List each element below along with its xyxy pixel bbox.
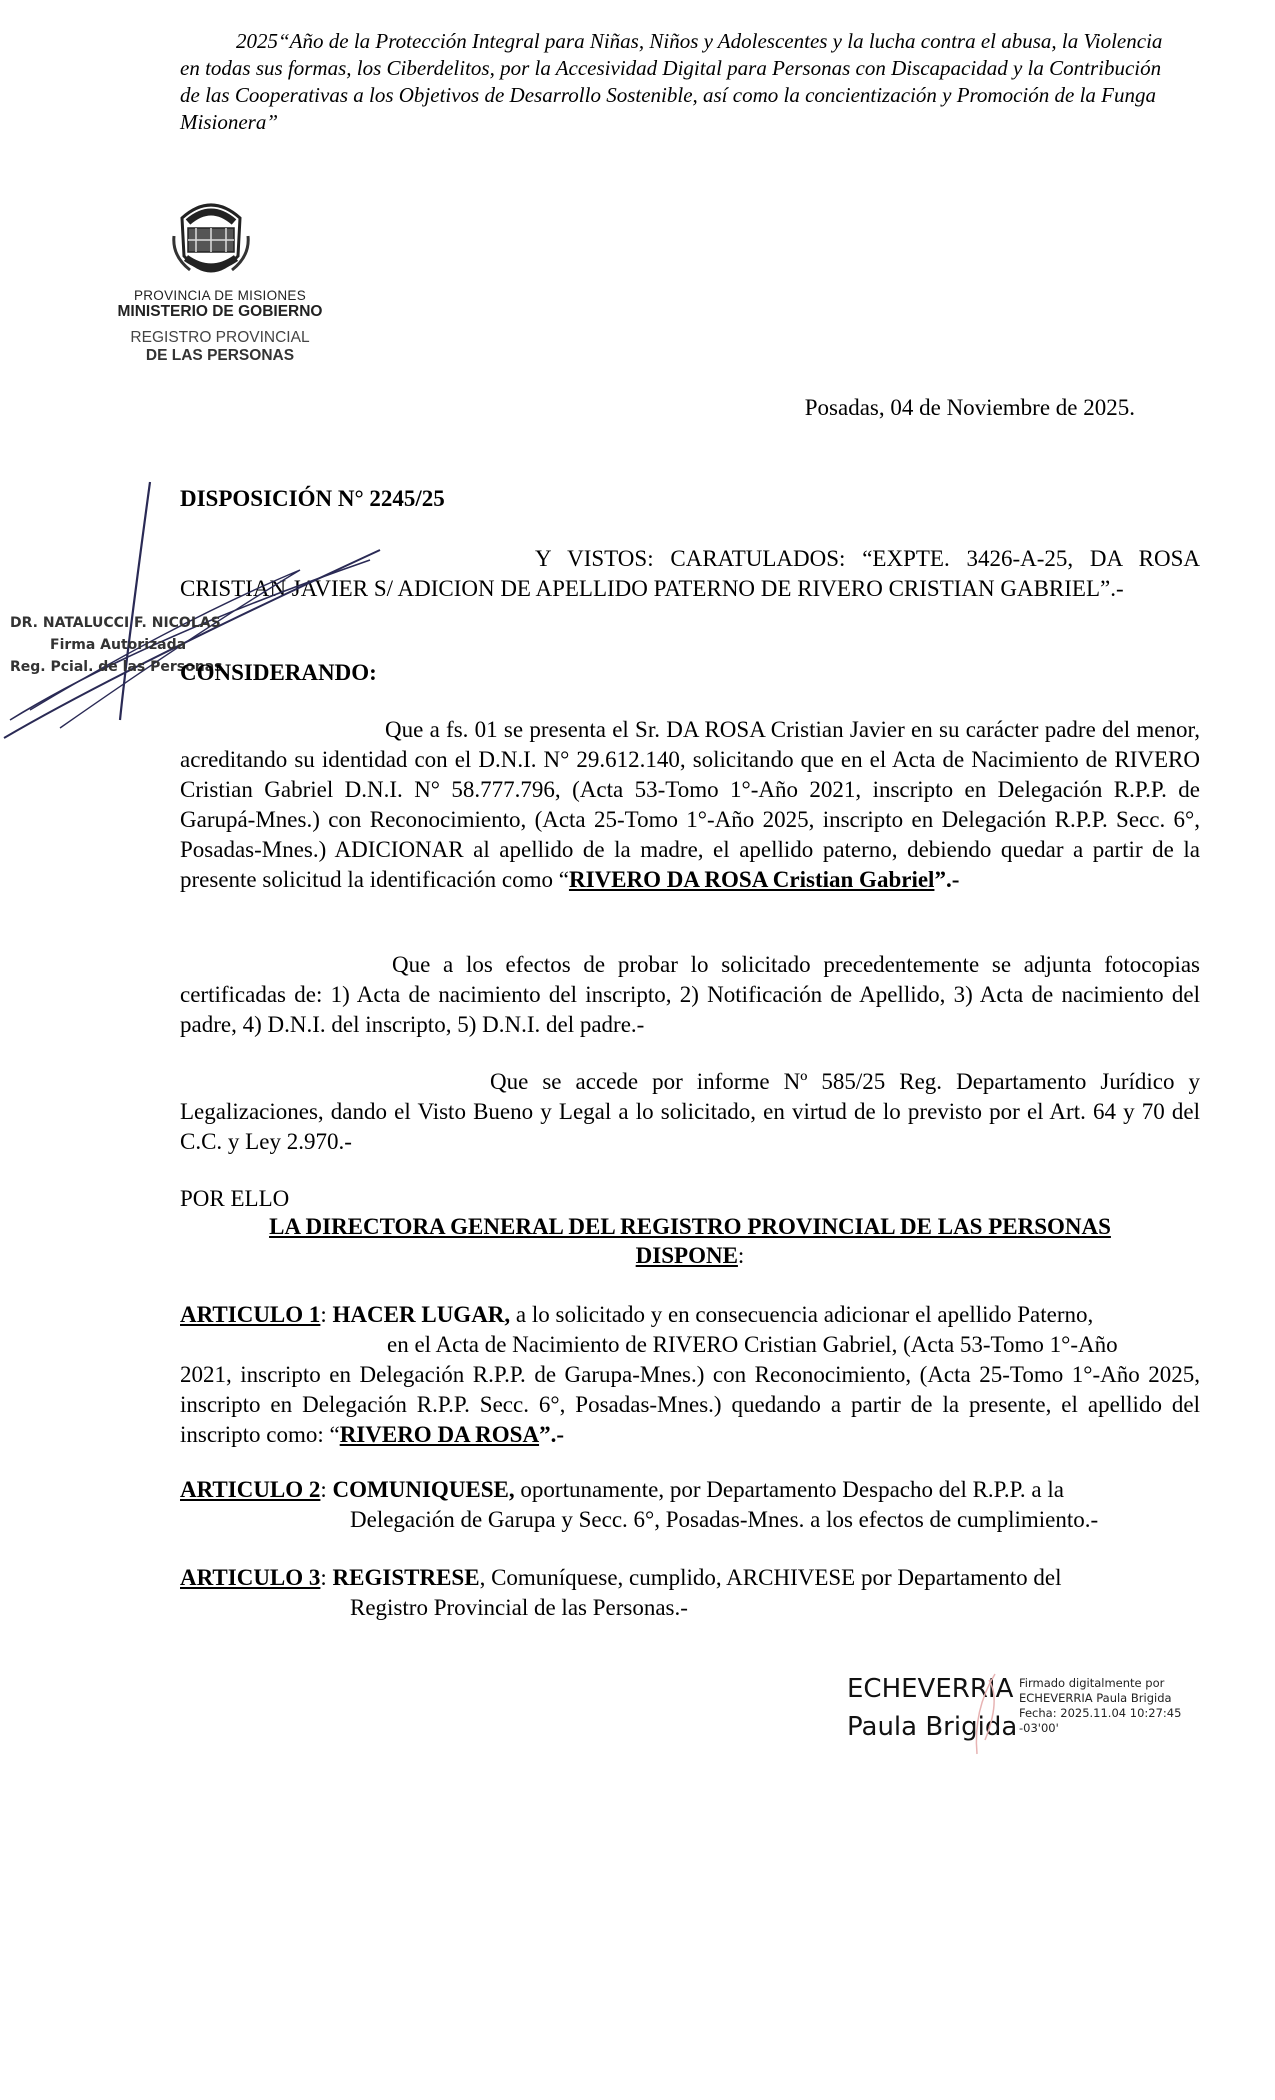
resulting-full-name: RIVERO DA ROSA Cristian Gabriel <box>568 867 935 892</box>
digital-signature <box>847 1670 1187 1750</box>
signer-given-names: Paula Brigida <box>847 1712 1018 1742</box>
institution-registry: REGISTRO PROVINCIAL <box>130 329 310 346</box>
vistos-paragraph: Y VISTOS: CARATULADOS: “EXPTE. 3426-A-25, DA ROSA CRISTIAN JAVIER S/ ADICION DE APELLIDO PATERNO DE RIVERO CRISTIAN GABRIEL”.- <box>180 546 1200 601</box>
article-2-line-2: Delegación de Garupa y Secc. 6°, Posadas-Mnes. a los efectos de cumplimiento.- <box>350 1507 1099 1532</box>
motto-line: en todas sus formas, los Ciberdelitos, por la Accesividad Digital para Personas con Discapacidad y la Contribución <box>180 56 1162 80</box>
signature-metadata <box>1019 1676 1181 1736</box>
considerando-paragraph-2: Que a los efectos de probar lo solicitado precedentemente se adjunta fotocopias certificadas de: 1) Acta de nacimiento del inscripto, 2) Notificación de Apellido, 3) Acta de nacimiento del padre, 4) D.N.I. del inscripto, 5) D.N.I. del padre.- <box>180 952 1200 1037</box>
institution-province: PROVINCIA DE MISIONES <box>133 288 307 303</box>
institution-ministry: MINISTERIO DE GOBIERNO <box>117 303 323 320</box>
header-motto <box>180 28 1170 136</box>
stamp-role: Firma Autorizada <box>50 637 187 653</box>
stamp-office: Reg. Pcial. de las Personas <box>10 659 223 675</box>
stamp-name: DR. NATALUCCI F. NICOLAS <box>10 615 221 631</box>
article-label: ARTICULO 1 <box>180 1302 321 1327</box>
signer-surname: ECHEVERRIA <box>847 1674 1014 1704</box>
article-2-line-1 <box>180 1475 1200 1505</box>
signature-meta-line: Firmado digitalmente por <box>1019 1676 1165 1690</box>
article-action: HACER LUGAR, <box>332 1302 511 1327</box>
signature-meta-line: -03'00' <box>1019 1721 1059 1735</box>
signature-meta-line: Fecha: 2025.11.04 10:27:45 <box>1019 1706 1182 1720</box>
por-ello: POR ELLO <box>180 1186 290 1211</box>
article-colon: : <box>320 1477 333 1502</box>
article-text: 2021, inscripto en Delegación R.P.P. de Garupa-Mnes.) con Reconocimiento, (Acta 25-Tomo 1°-Año 2025, inscripto en Delegación R.P.P. Secc. 6°, Posadas-Mnes.) quedando a partir de la presente, el apellido del inscripto como: “ <box>180 1362 1200 1447</box>
article-text: oportunamente, por Departamento Despacho del R.P.P. a la <box>514 1477 1064 1502</box>
article-action: REGISTRESE <box>332 1565 480 1590</box>
article-3-line-1 <box>180 1563 1200 1593</box>
resulting-surname: RIVERO DA ROSA <box>339 1422 540 1447</box>
article-end: ”.- <box>539 1422 564 1447</box>
article-1-rest <box>180 1360 1200 1450</box>
considerando-paragraph-3: Que se accede por informe Nº 585/25 Reg. Departamento Jurídico y Legalizaciones, dando el Visto Bueno y Legal a lo solicitado, en virtud de lo previsto por el Art. 64 y 70 del C.C. y Ley 2.970.- <box>180 1069 1200 1154</box>
article-action: COMUNIQUESE, <box>332 1477 515 1502</box>
article-1-line-2: en el Acta de Nacimiento de RIVERO Cristian Gabriel, (Acta 53-Tomo 1°-Año <box>387 1332 1118 1357</box>
paragraph-end: ”.- <box>934 867 960 892</box>
considerando-title: CONSIDERANDO: <box>180 660 377 685</box>
motto-line: Misionera” <box>180 110 279 134</box>
article-text: a lo solicitado y en consecuencia adicionar el apellido Paterno, <box>510 1302 1094 1327</box>
dispone-colon: : <box>737 1243 745 1268</box>
disposition-title: DISPOSICIÓN N° 2245/25 <box>180 486 445 511</box>
article-label: ARTICULO 2 <box>180 1477 321 1502</box>
article-3 <box>180 1563 1200 1623</box>
motto-line: de las Cooperativas a los Objetivos de Desarrollo Sostenible, así como la concientización y Promoción de la Funga <box>180 83 1156 107</box>
article-label: ARTICULO 3 <box>180 1565 321 1590</box>
article-2 <box>180 1475 1200 1535</box>
institution-registry-2: DE LAS PERSONAS <box>145 347 295 364</box>
document-date: Posadas, 04 de Noviembre de 2025. <box>804 395 1135 420</box>
motto-line: 2025“Año de la Protección Integral para Niñas, Niños y Adolescentes y la lucha contra el abusa, la Violencia <box>236 29 1163 53</box>
provincia-misiones-seal-icon <box>168 196 254 284</box>
signature-flourish-icon <box>965 1670 1015 1756</box>
article-colon: : <box>320 1302 333 1327</box>
article-1-line-1 <box>180 1300 1200 1330</box>
article-colon: : <box>320 1565 333 1590</box>
signature-meta-line: ECHEVERRIA Paula Brigida <box>1019 1691 1172 1705</box>
article-text: , Comuníquese, cumplido, ARCHIVESE por Departamento del <box>479 1565 1062 1590</box>
article-3-line-2: Registro Provincial de las Personas.- <box>350 1595 688 1620</box>
dispone-word: DISPONE <box>635 1243 738 1268</box>
institution-block <box>90 288 350 365</box>
article-1 <box>180 1300 1200 1450</box>
directora-heading: LA DIRECTORA GENERAL DEL REGISTRO PROVINCIAL DE LAS PERSONAS <box>269 1214 1111 1239</box>
dispone-heading <box>180 1241 1200 1271</box>
considerando-paragraph-1 <box>180 715 1200 895</box>
paragraph-text: Que a fs. 01 se presenta el Sr. DA ROSA Cristian Javier en su carácter padre del menor, acreditando su identidad con el D.N.I. N° 29.612.140, solicitando que en el Acta de Nacimiento de RIVERO Cristian Gabriel D.N.I. N° 58.777.796, (Acta 53-Tomo 1°-Año 2021, inscripto en Delegación R.P.P. de Garupá-Mnes.) con Reconocimiento, (Acta 25-Tomo 1°-Año 2025, inscripto en Delegación R.P.P. Secc. 6°, Posadas-Mnes.) ADICIONAR al apellido de la madre, el apellido paterno, debiendo quedar a partir de la presente solicitud la identificación como “ <box>180 717 1200 892</box>
